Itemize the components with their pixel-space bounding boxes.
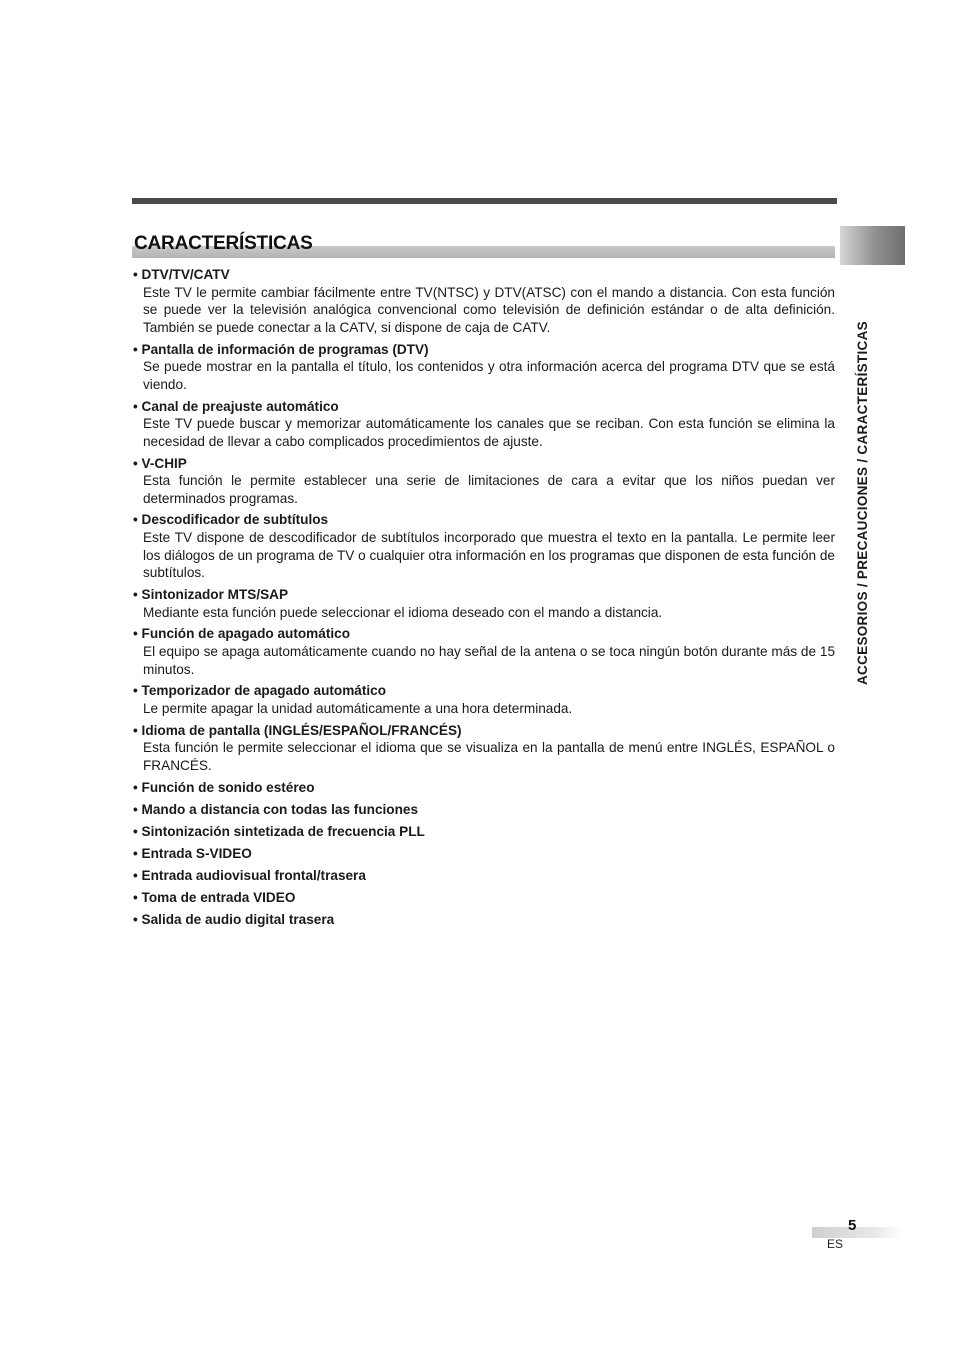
side-chapter-label: ACCESORIOS / PRECAUCIONES / CARACTERÍSTICAS xyxy=(855,321,870,685)
feature-list xyxy=(133,266,835,933)
feature-title: • Salida de audio digital trasera xyxy=(133,911,835,929)
feature-item xyxy=(133,398,835,451)
feature-title: • Descodificador de subtítulos xyxy=(133,511,835,529)
feature-title: • Pantalla de información de programas (DTV) xyxy=(133,341,835,359)
feature-item xyxy=(133,867,835,885)
feature-item xyxy=(133,845,835,863)
page-number: 5 xyxy=(848,1217,857,1234)
feature-item xyxy=(133,801,835,819)
feature-title: • Función de apagado automático xyxy=(133,625,835,643)
feature-title: • Función de sonido estéreo xyxy=(133,779,835,797)
feature-item xyxy=(133,586,835,621)
feature-title: • Canal de preajuste automático xyxy=(133,398,835,416)
feature-description: Este TV puede buscar y memorizar automáticamente los canales que se reciban. Con esta función se elimina la necesidad de llevar a cabo complicados procedimientos de ajuste. xyxy=(143,416,835,449)
feature-item xyxy=(133,889,835,907)
feature-title: • Toma de entrada VIDEO xyxy=(133,889,835,907)
page-number-bar xyxy=(812,1227,902,1238)
feature-title: • Entrada audiovisual frontal/trasera xyxy=(133,867,835,885)
feature-description: Esta función le permite establecer una serie de limitaciones de cara a evitar que los niños puedan ver determinados programas. xyxy=(143,473,835,506)
feature-description: Este TV dispone de descodificador de subtítulos incorporado que muestra el texto en la pantalla. Le permite leer los diálogos de un programa de TV o cualquier otra información en los programas que disponen de esta función de subtítulos. xyxy=(143,530,835,581)
feature-item xyxy=(133,511,835,581)
section-header xyxy=(132,232,835,258)
feature-title: • DTV/TV/CATV xyxy=(133,266,835,284)
side-tab-marker xyxy=(840,226,905,265)
section-title: CARACTERÍSTICAS xyxy=(134,233,313,254)
feature-title: • Entrada S-VIDEO xyxy=(133,845,835,863)
feature-description: El equipo se apaga automáticamente cuando no hay señal de la antena o se toca ningún botón durante más de 15 minutos. xyxy=(143,644,835,677)
feature-title: • V-CHIP xyxy=(133,455,835,473)
feature-description: Esta función le permite seleccionar el idioma que se visualiza en la pantalla de menú entre INGLÉS, ESPAÑOL o FRANCÉS. xyxy=(143,740,835,773)
feature-description: Le permite apagar la unidad automáticamente a una hora determinada. xyxy=(143,700,573,716)
feature-title: • Sintonizador MTS/SAP xyxy=(133,586,835,604)
feature-item xyxy=(133,682,835,717)
feature-title: • Idioma de pantalla (INGLÉS/ESPAÑOL/FRANCÉS) xyxy=(133,722,835,740)
feature-item xyxy=(133,266,835,336)
feature-item xyxy=(133,911,835,929)
language-code: ES xyxy=(827,1237,844,1251)
feature-item xyxy=(133,823,835,841)
feature-item xyxy=(133,455,835,508)
feature-title: • Temporizador de apagado automático xyxy=(133,682,835,700)
feature-item xyxy=(133,722,835,775)
feature-item xyxy=(133,341,835,394)
feature-description: Este TV le permite cambiar fácilmente entre TV(NTSC) y DTV(ATSC) con el mando a distancia. Con esta función se puede ver la televisión analógica convencional como televisión de definición estándar o de alta definición. También se puede conectar a la CATV, si dispone de caja de CATV. xyxy=(143,284,835,335)
top-divider-rule xyxy=(132,198,837,204)
feature-item xyxy=(133,625,835,678)
feature-description: Mediante esta función puede seleccionar el idioma deseado con el mando a distancia. xyxy=(143,604,663,620)
feature-item xyxy=(133,779,835,797)
feature-title: • Mando a distancia con todas las funciones xyxy=(133,801,835,819)
feature-title: • Sintonización sintetizada de frecuencia PLL xyxy=(133,823,835,841)
feature-description: Se puede mostrar en la pantalla el título, los contenidos y otra información acerca del programa DTV que se está viendo. xyxy=(143,359,835,392)
